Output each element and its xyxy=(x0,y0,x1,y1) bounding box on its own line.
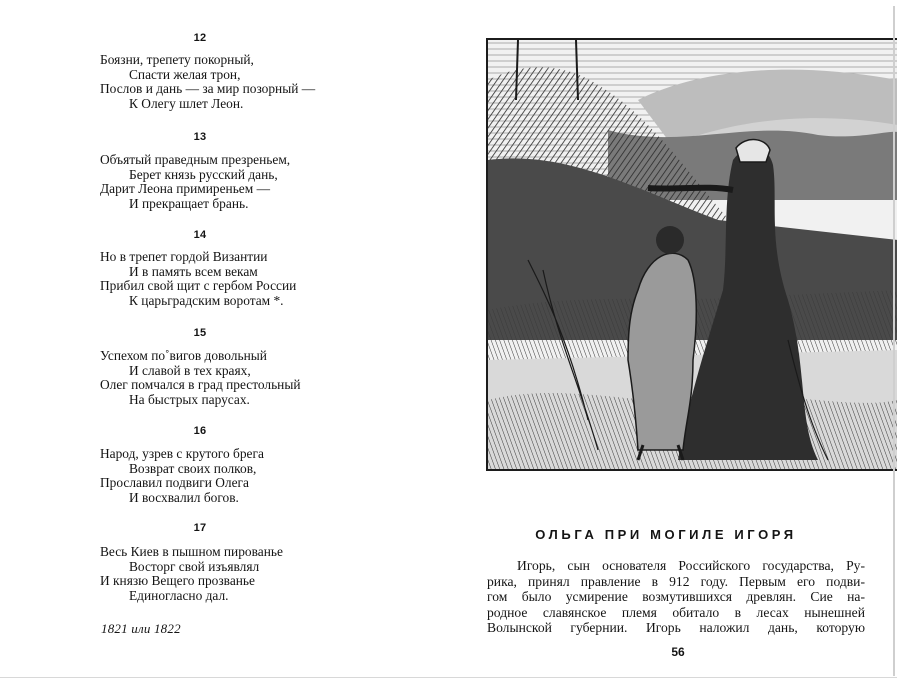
verse-line: Послов и дань — за мир позорный — xyxy=(100,81,316,96)
engraving-illustration xyxy=(486,38,897,471)
verse-line: Боязни, трепету покорный, xyxy=(100,52,254,67)
stanza xyxy=(100,53,430,111)
prose-line: гом было усмирение возмутившихся древлян. Сие на- xyxy=(487,589,865,605)
verse-line: Прославил подвиги Олега xyxy=(100,475,249,490)
stanza xyxy=(100,250,430,308)
stanza-number: 16 xyxy=(193,425,207,437)
verse-line: Берет князь русский дань, xyxy=(129,166,278,182)
poem-dateline: 1821 или 1822 xyxy=(101,621,181,636)
verse-line: И восхвалил богов. xyxy=(129,489,239,505)
prose-paragraph xyxy=(487,558,865,636)
stanza xyxy=(100,545,430,603)
verse-line: Восторг свой изъявлял xyxy=(129,558,260,574)
prose-line: Волынской губернии. Игорь наложил дань, которую xyxy=(487,620,865,636)
verse-line: Народ, узрев с крутого брега xyxy=(100,446,264,461)
right-page xyxy=(448,0,897,682)
verse-line: На быстрых парусах. xyxy=(129,391,250,407)
verse-line: Объятый праведным презреньем, xyxy=(100,152,291,167)
stanza xyxy=(100,153,430,211)
stanza-number: 17 xyxy=(193,522,207,534)
verse-line: И князю Вещего прозванье xyxy=(100,573,255,588)
stanza-number: 13 xyxy=(193,131,207,143)
engraving-figures-on-hill-icon xyxy=(488,40,897,469)
verse-line: Олег помчался в град престольный xyxy=(100,377,301,392)
verse-line: Дарит Леона примиреньем — xyxy=(100,181,270,196)
stanza xyxy=(100,447,430,505)
page-edge-divider xyxy=(893,6,895,676)
verse-line: И в память всем векам xyxy=(129,263,258,279)
verse-line: Прибил свой щит с гербом России xyxy=(100,278,297,293)
verse-line: К Олегу шлет Леон. xyxy=(129,95,244,111)
page-number: 56 xyxy=(671,645,685,659)
prose-line: родное славянское племя обитало в лесах нынешней xyxy=(487,604,865,620)
stanza-number: 12 xyxy=(193,32,207,44)
verse-line: К царьградским воротам *. xyxy=(129,292,284,308)
verse-line: Успехом по˚вигов довольный xyxy=(100,348,267,363)
verse-line: Возврат своих полков, xyxy=(129,460,257,476)
verse-line: И прекращает брань. xyxy=(129,195,249,211)
prose-line: рика, принял правление в 912 году. Первым его подви- xyxy=(487,573,865,589)
verse-line: Спасти желая трон, xyxy=(129,66,241,82)
stanza-number: 14 xyxy=(193,229,207,241)
prose-line: Игорь, сын основателя Российского государства, Ру- xyxy=(517,558,865,573)
stanza-number: 15 xyxy=(193,327,207,339)
verse-line: Единогласно дал. xyxy=(129,587,229,603)
page-bottom-edge xyxy=(0,677,897,678)
verse-line: И славой в тех краях, xyxy=(129,362,251,378)
verse-line: Но в трепет гордой Византии xyxy=(100,249,268,264)
left-page xyxy=(0,0,448,682)
verse-line: Весь Киев в пышном пированье xyxy=(100,544,283,559)
section-title: ОЛЬГА ПРИ МОГИЛЕ ИГОРЯ xyxy=(535,527,797,542)
stanza xyxy=(100,349,430,407)
